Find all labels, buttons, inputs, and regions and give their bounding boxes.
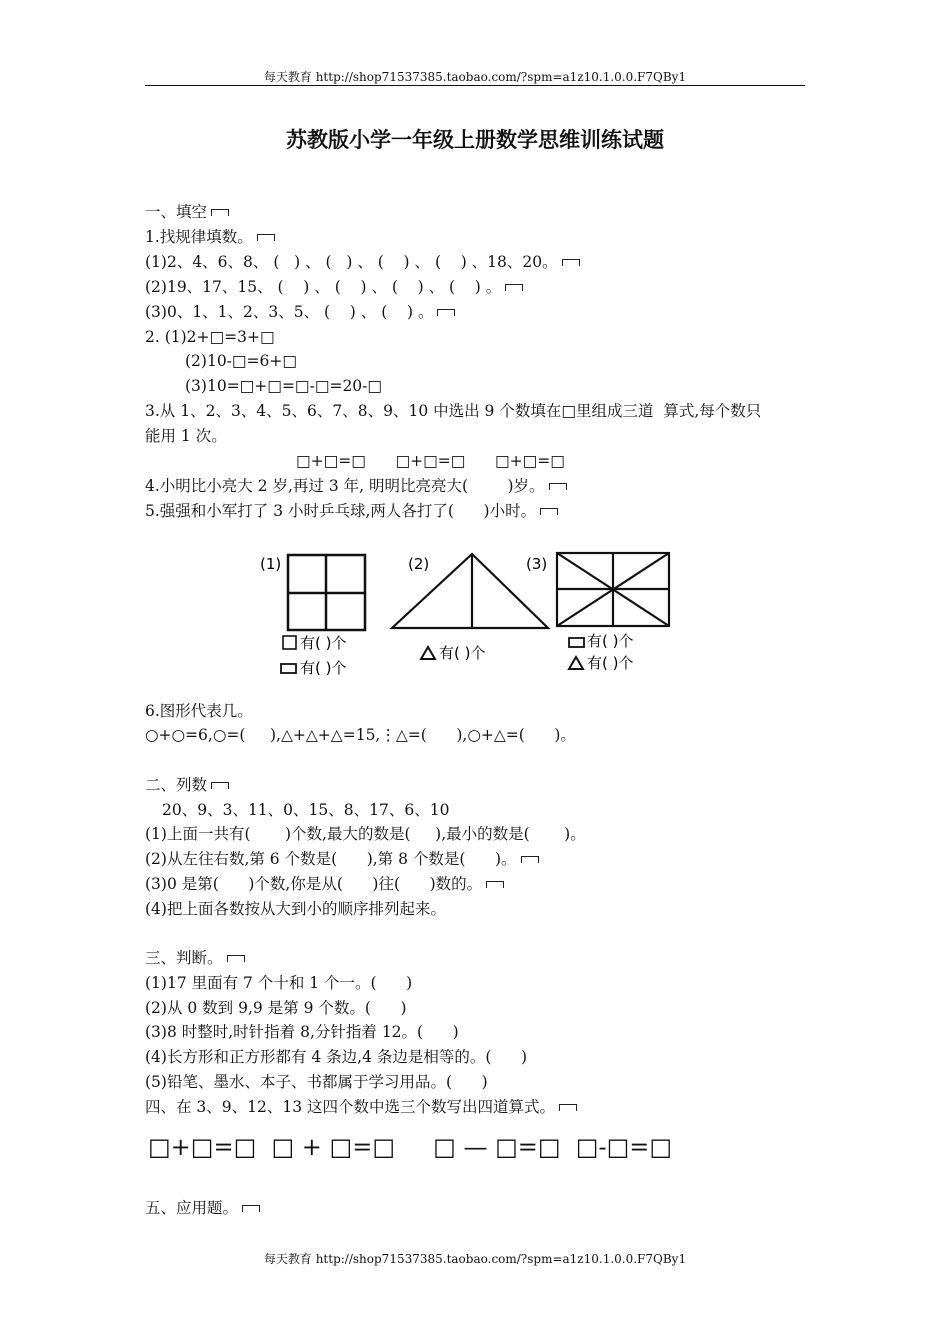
fig1-square-count: 有( )个	[300, 634, 347, 652]
q1-3: (3)0、1、1、2、3、5、 ( ) 、 ( ) 。	[145, 302, 455, 322]
return-mark-icon	[562, 259, 580, 266]
section-1-heading: 一、填空	[145, 202, 229, 222]
return-mark-icon	[242, 1205, 260, 1212]
return-mark-icon	[521, 856, 539, 863]
s3-q5: (5)铅笔、墨水、本子、书都属于学习用品。( )	[145, 1073, 488, 1091]
triangle-icon	[421, 647, 435, 659]
section-2-heading: 二、列数	[145, 775, 229, 795]
fig3-triangle-count: 有( )个	[587, 654, 634, 672]
q3-equations: □+□=□ □+□=□ □+□=□	[296, 452, 565, 470]
square-icon	[283, 636, 296, 649]
q1: 1.找规律填数。	[145, 227, 275, 247]
return-mark-icon	[505, 284, 523, 291]
rectangle-icon	[281, 664, 296, 673]
fig1-grid-square	[288, 555, 365, 630]
q6-equation: ○+○=6,○=( ),△+△+△=15,⋮△=( ),○+△=( )。	[145, 726, 576, 744]
q2-3: (3)10=□+□=□-□=20-□	[185, 377, 383, 395]
fig1-rect-count: 有( )个	[300, 659, 347, 677]
q1-1: (1)2、4、6、8、 ( ) 、 ( ) 、 ( ) 、 ( ) 、18、20。	[145, 252, 580, 272]
q2-1: 2. (1)2+□=3+□	[145, 328, 275, 346]
number-list: 20、9、3、11、0、15、8、17、6、10	[162, 801, 450, 819]
fig3-rect-count: 有( )个	[587, 632, 634, 650]
section-3-heading: 三、判断。	[145, 948, 245, 968]
return-mark-icon	[437, 309, 455, 316]
section-4-heading: 四、在 3、9、12、13 这四个数中选三个数写出四道算式。	[145, 1097, 577, 1117]
page-header: 每天教育 http://shop71537385.taobao.com/?spm=a1z10.1.0.0.F7QBy1	[263, 70, 687, 84]
s3-q2: (2)从 0 数到 9,9 是第 9 个数。( )	[145, 999, 407, 1017]
return-mark-icon	[486, 881, 504, 888]
return-mark-icon	[211, 209, 229, 216]
q6: 6.图形代表几。	[145, 702, 253, 720]
return-mark-icon	[211, 782, 229, 789]
return-mark-icon	[549, 483, 567, 490]
s3-q1: (1)17 里面有 7 个十和 1 个一。( )	[145, 974, 413, 992]
q3-line-a: 3.从 1、2、3、4、5、6、7、8、9、10 中选出 9 个数填在□里组成三道 算式,每个数只	[145, 402, 762, 420]
page-title: 苏教版小学一年级上册数学思维训练试题	[286, 127, 664, 152]
s2-q4: (4)把上面各数按从大到小的顺序排列起来。	[145, 900, 446, 918]
fig1-label: (1)	[260, 555, 282, 573]
s2-q1: (1)上面一共有( )个数,最大的数是( ),最小的数是( )。	[145, 825, 586, 843]
q4: 4.小明比小亮大 2 岁,再过 3 年, 明明比亮亮大( )岁。	[145, 476, 567, 496]
return-mark-icon	[257, 234, 275, 241]
rectangle-icon	[569, 638, 584, 647]
q3-line-b: 能用 1 次。	[145, 427, 227, 445]
s2-q3: (3)0 是第( )个数,你是从( )往( )数的。	[145, 874, 504, 894]
s3-q4: (4)长方形和正方形都有 4 条边,4 条边是相等的。( )	[145, 1048, 528, 1066]
page-footer: 每天教育 http://shop71537385.taobao.com/?spm=a1z10.1.0.0.F7QBy1	[263, 1252, 687, 1266]
q1-2: (2)19、17、15、 ( ) 、 ( ) 、 ( ) 、 ( ) 。	[145, 277, 523, 297]
s2-q2: (2)从左往右数,第 6 个数是( ),第 8 个数是( )。	[145, 849, 539, 869]
return-mark-icon	[227, 955, 245, 962]
q5-figures	[250, 545, 680, 680]
q5: 5.强强和小军打了 3 小时乒乓球,两人各打了( )小时。	[145, 501, 558, 521]
return-mark-icon	[540, 508, 558, 515]
s4-equations: □+□=□ □ + □=□ □ — □=□ □-□=□	[148, 1133, 673, 1161]
triangle-icon	[569, 657, 583, 669]
section-5-heading: 五、应用题。	[145, 1198, 260, 1218]
fig2-triangle-count: 有( )个	[439, 644, 486, 662]
q2-2: (2)10-□=6+□	[185, 352, 298, 370]
s3-q3: (3)8 时整时,时针指着 8,分针指着 12。( )	[145, 1023, 459, 1041]
fig3-label: (3)	[526, 555, 548, 573]
header-rule	[145, 85, 805, 86]
fig2-label: (2)	[408, 555, 430, 573]
return-mark-icon	[559, 1104, 577, 1111]
fig3-divided-rectangle	[557, 553, 669, 626]
